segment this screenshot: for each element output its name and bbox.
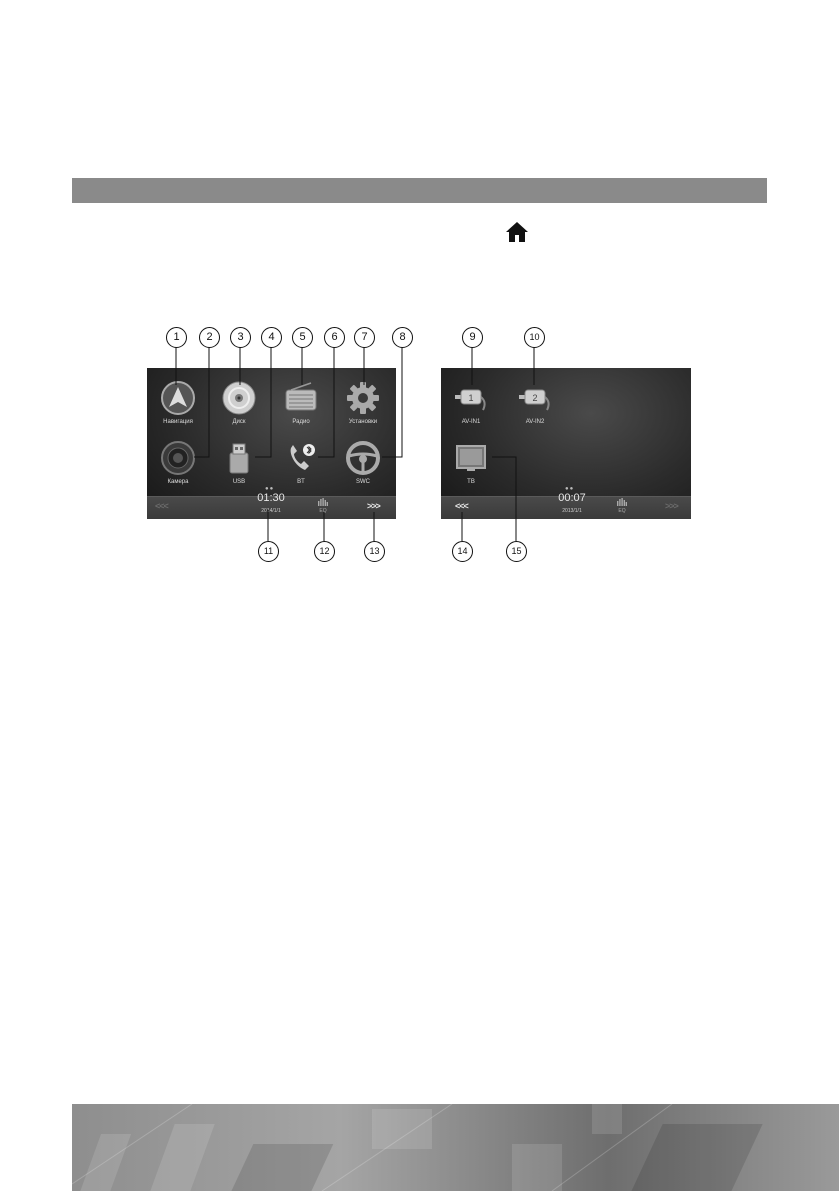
equalizer-label: EQ [618, 508, 626, 514]
usb-icon [221, 440, 257, 476]
app-usb[interactable] [209, 440, 269, 485]
app-radio[interactable] [271, 380, 331, 425]
app-label: Диск [232, 419, 246, 425]
app-label: Навигация [163, 419, 193, 425]
footer-pattern [72, 1104, 839, 1191]
callout-number: 15 [506, 541, 527, 562]
app-navigation[interactable] [148, 380, 208, 425]
callout-number: 12 [314, 541, 335, 562]
tv-icon [453, 440, 489, 476]
app-label: Установки [348, 419, 378, 425]
home-screen-page-2 [441, 368, 691, 519]
app-label: AV-IN2 [525, 419, 545, 425]
clock-time: 00:07 [558, 492, 586, 504]
steering-wheel-icon [345, 440, 381, 476]
prev-page-arrow[interactable]: <<< [455, 501, 468, 511]
callout-number: 4 [261, 327, 282, 348]
app-label: Камера [167, 479, 189, 485]
callout-number: 6 [324, 327, 345, 348]
app-bluetooth[interactable] [271, 440, 331, 485]
callout-number: 11 [258, 541, 279, 562]
callout-number: 10 [524, 327, 545, 348]
svg-text:1: 1 [468, 393, 474, 403]
app-settings[interactable] [333, 380, 393, 425]
app-label: AV-IN1 [461, 419, 481, 425]
home-screen-page-1 [147, 368, 396, 519]
callout-number: 13 [364, 541, 385, 562]
callout-number: 2 [199, 327, 220, 348]
callout-number: 5 [292, 327, 313, 348]
disc-icon [221, 380, 257, 416]
section-header-bar [72, 178, 767, 203]
callout-number: 9 [462, 327, 483, 348]
app-av-in-1[interactable] [441, 380, 501, 425]
callout-number: 8 [392, 327, 413, 348]
app-disc[interactable] [209, 380, 269, 425]
camera-icon [160, 440, 196, 476]
equalizer-label: EQ [319, 508, 327, 514]
equalizer-icon[interactable] [318, 498, 328, 506]
clock-date: 2014/1/1 [261, 508, 281, 514]
clock-date: 2013/1/1 [562, 508, 582, 514]
decorative-footer-banner [72, 1104, 839, 1191]
app-tv[interactable] [441, 440, 501, 485]
av-input-2-icon [517, 380, 553, 416]
app-label: SWC [356, 479, 370, 485]
app-label: Радио [292, 419, 310, 425]
callout-number: 14 [452, 541, 473, 562]
page-indicator: ●● [265, 486, 275, 492]
next-page-arrow[interactable]: >>> [665, 501, 678, 511]
navigation-icon [160, 380, 196, 416]
av-input-1-icon [453, 380, 489, 416]
next-page-arrow[interactable]: >>> [367, 501, 380, 511]
svg-text:2: 2 [532, 393, 538, 403]
equalizer-icon[interactable] [617, 498, 627, 506]
callout-number: 1 [166, 327, 187, 348]
radio-icon [283, 380, 319, 416]
clock-time: 01:30 [257, 492, 285, 504]
page-indicator: ●● [565, 486, 575, 492]
app-steering-wheel-control[interactable] [333, 440, 393, 485]
app-label: BT [297, 479, 305, 485]
gear-icon [345, 380, 381, 416]
app-label: USB [232, 479, 246, 485]
app-av-in-2[interactable] [505, 380, 565, 425]
prev-page-arrow[interactable]: <<< [155, 501, 168, 511]
callout-number: 3 [230, 327, 251, 348]
app-label: TB [467, 479, 475, 485]
app-camera[interactable] [148, 440, 208, 485]
bluetooth-phone-icon [283, 440, 319, 476]
callout-number: 7 [354, 327, 375, 348]
home-icon [505, 220, 529, 244]
